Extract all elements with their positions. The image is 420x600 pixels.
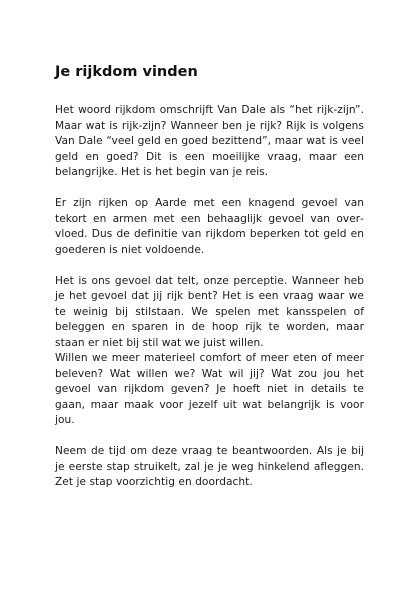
- paragraph-perception: Het is ons gevoel dat telt, onze perceptie. Wanneer heb je het gevoel dat jij rijk bent? Het is een vraag waar we te weinig bij stilstaan. We spelen met kansspelen of beleggen en sparen in de hoop rijk te worden, maar staan er niet bij stil wat we juist willen.: [55, 274, 364, 349]
- document-page: [55, 62, 364, 506]
- paragraph-rich-and-poor: Er zijn rijken op Aarde met een knagend gevoel van tekort en armen met een behaaglijk gevoel van overvloed. Dus de definitie van rijkdom beperken tot geld en goederen is niet voldoende.: [55, 197, 364, 256]
- paragraph-take-your-time: Neem de tijd om deze vraag te beantwoorden. Als je bij je eerste stap struikelt, zal je je weg hinkelend afleggen. Zet je stap voorzichtig en doordacht.: [55, 445, 364, 488]
- paragraph-what-do-you-want: Willen we meer materieel comfort of meer eten of meer beleven? Wat willen we? Wat wil jij? Wat zou jou het gevoel van rijkdom geven? Je hoeft niet in details te gaan, maar maak voor jezelf uit wat belangrijk is voor jou.: [55, 352, 364, 426]
- page-title: Je rijkdom vinden: [55, 64, 198, 80]
- paragraph-definition: Het woord rijkdom omschrijft Van Dale als “het rijk-zijn”. Maar wat is rijk-zijn? Wanneer ben je rijk? Rijk is volgens Van Dale “veel geld en goed bezittend”, maar wat is veel geld en goed? Dit is een moeilijke vraag, maar een belangrijke. Het is het begin van je reis.: [55, 104, 364, 178]
